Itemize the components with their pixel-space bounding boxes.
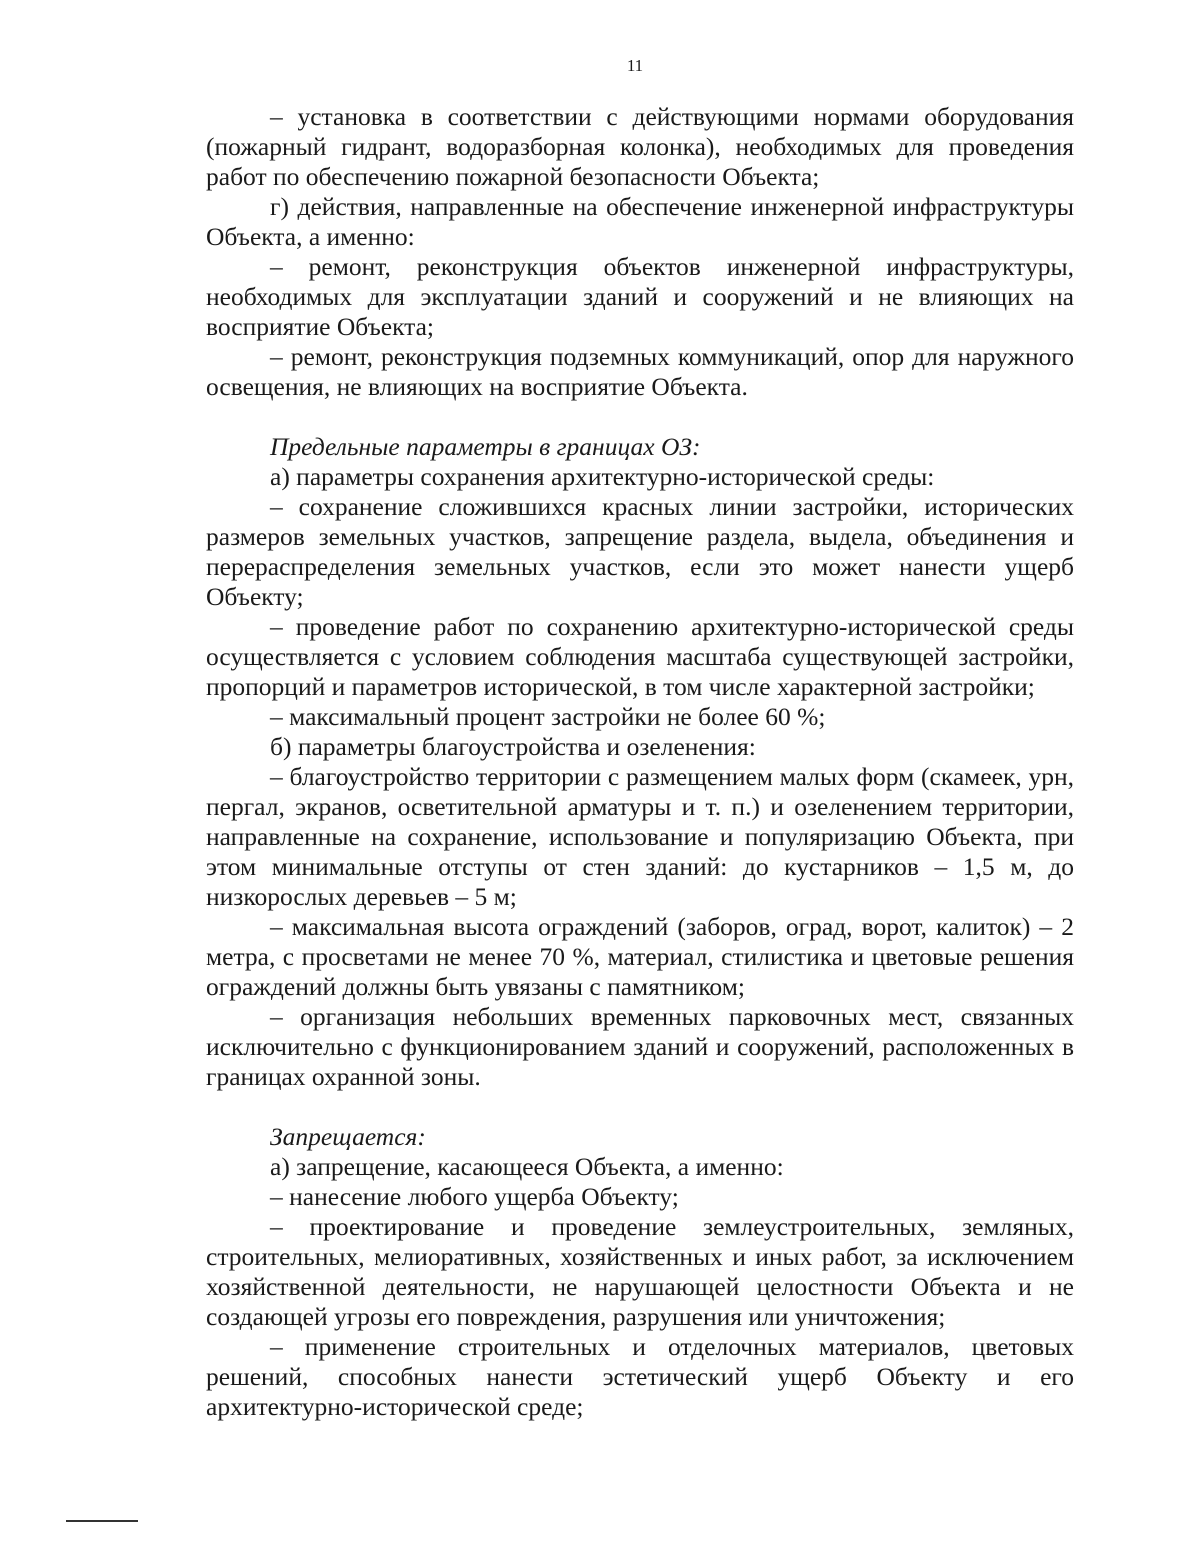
heading-prohibited: Запрещается: [270,1122,426,1151]
paragraph-parking: – организация небольших временных парковочных мест, связанных исключительно с функционированием зданий и сооружений, расположенных в границах охранной зоны. [206,1002,1074,1091]
heading-limit-parameters: Предельные параметры в границах ОЗ: [270,432,701,461]
footer-rule [66,1520,138,1522]
document-body [206,102,1074,1422]
paragraph-engineering-repair: – ремонт, реконструкция объектов инженерной инфраструктуры, необходимых для эксплуатации зданий и сооружений и не влияющих на восприятие Объекта; [206,252,1074,341]
paragraph-underground-utilities: – ремонт, реконструкция подземных коммуникаций, опор для наружного освещения, не влияющих на восприятие Объекта. [206,342,1074,401]
section-gap [206,402,1074,432]
paragraph-prohibition-object: а) запрещение, касающееся Объекта, а именно: [270,1152,784,1181]
section-gap [206,1092,1074,1122]
paragraph-fire-safety-equipment: – установка в соответствии с действующими нормами оборудования (пожарный гидрант, водоразборная колонка), необходимых для проведения работ по обеспечению пожарной безопасности Объекта; [206,102,1074,191]
page-number: 11 [626,56,644,75]
paragraph-works-scale: – проведение работ по сохранению архитектурно-исторической среды осуществляется с условием соблюдения масштаба существующей застройки, пропорций и параметров исторической, в том числе характерной застройки; [206,612,1074,701]
paragraph-landscaping-small-forms: – благоустройство территории с размещением малых форм (скамеек, урн, пергал, экранов, осветительной арматуры и т. п.) и озеленением территории, направленные на сохранение, использование и популяризацию Объекта, при этом минимальные отступы от стен зданий: до кустарников – 1,5 м, до низкорослых деревьев – 5 м; [206,762,1074,911]
paragraph-preservation-params: а) параметры сохранения архитектурно-исторической среды: [270,462,935,491]
paragraph-fence-height: – максимальная высота ограждений (заборов, оград, ворот, калиток) – 2 метра, с просветами не менее 70 %, материал, стилистика и цветовые решения ограждений должны быть увязаны с памятником; [206,912,1074,1001]
paragraph-design-works: – проектирование и проведение землеустроительных, земляных, строительных, мелиоративных, хозяйственных и иных работ, за исключением хозяйственной деятельности, не нарушающей целостности Объекта и не создающей угрозы его повреждения, разрушения или уничтожения; [206,1212,1074,1331]
paragraph-landscaping-params: б) параметры благоустройства и озеленения: [270,732,756,761]
paragraph-max-building-percent: – максимальный процент застройки не более 60 %; [270,702,826,731]
paragraph-red-lines: – сохранение сложившихся красных линии застройки, исторических размеров земельных участков, запрещение раздела, выдела, объединения и перераспределения земельных участков, если это может нанести ущерб Объекту; [206,492,1074,611]
paragraph-materials: – применение строительных и отделочных материалов, цветовых решений, способных нанести эстетический ущерб Объекту и его архитектурно-исторической среде; [206,1332,1074,1421]
paragraph-no-damage: – нанесение любого ущерба Объекту; [270,1182,679,1211]
paragraph-engineering-actions: г) действия, направленные на обеспечение инженерной инфраструктуры Объекта, а именно: [206,192,1074,251]
